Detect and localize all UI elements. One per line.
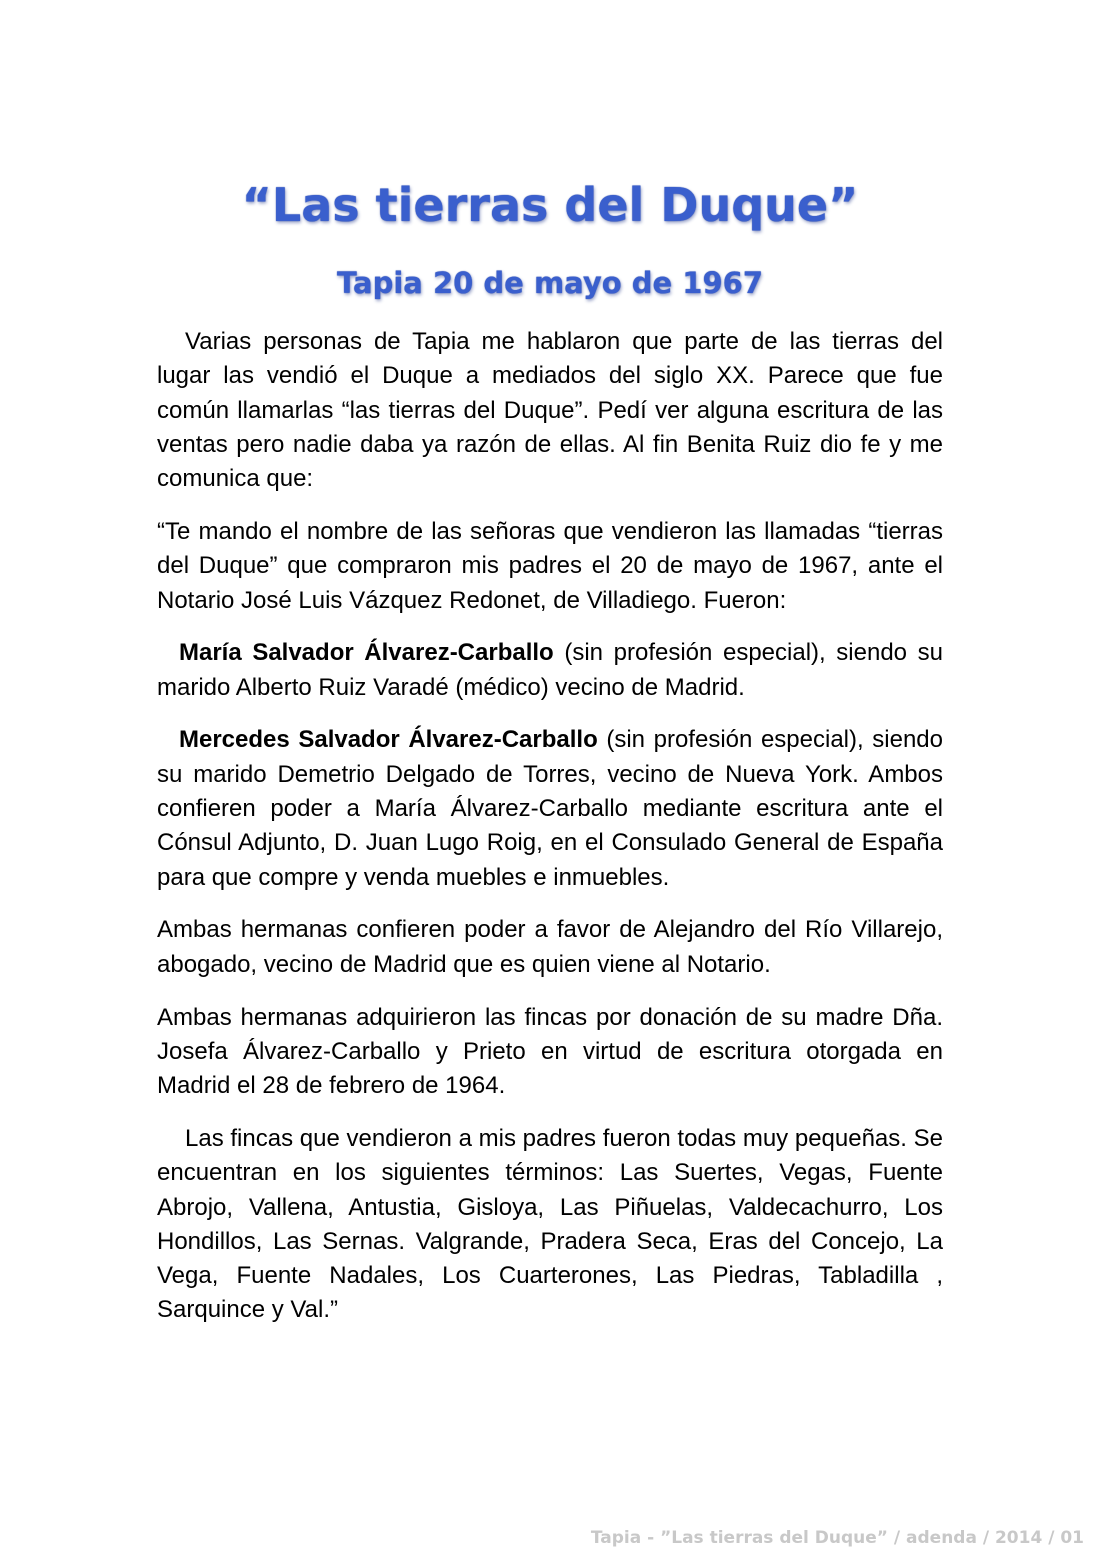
- paragraph-donacion: Ambas hermanas adquirieron las fincas por donación de su madre Dña. Josefa Álvarez-Carballo y Prieto en virtud de escritura otorgada en Madrid el 28 de febrero de 1964.: [157, 1003, 943, 1100]
- paragraph-poder: Ambas hermanas confieren poder a favor de Alejandro del Río Villarejo, abogado, vecino de Madrid que es quien viene al Notario.: [157, 916, 943, 978]
- paragraph-mercedes-text: (sin profesión especial), siendo su marido Demetrio Delgado de Torres, vecino de Nueva York. Ambos confieren poder a María Álvarez-Carballo mediante escritura ante el Cónsul Adjunto, D. Juan Lugo Roig, en el Consulado General de España para que compre y venda muebles e inmuebles.: [157, 726, 944, 891]
- document-body: [157, 325, 943, 1346]
- paragraph-letter-opening: “Te mando el nombre de las señoras que vendieron las llamadas “tierras del Duque” que compraron mis padres el 20 de mayo de 1967, ante el Notario José Luis Vázquez Redonet, de Villadiego. Fueron:: [157, 517, 943, 614]
- name-maria: María Salvador Álvarez-Carballo: [179, 639, 554, 667]
- paragraph-maria-text: (sin profesión especial), siendo su marido Alberto Ruiz Varadé (médico) vecino de Madrid.: [157, 639, 944, 701]
- page-footer: Tapia - ”Las tierras del Duque” / adenda / 2014 / 01: [590, 1528, 1084, 1548]
- paragraph-maria: [157, 636, 943, 705]
- paragraph-intro: Varias personas de Tapia me hablaron que parte de las tierras del lugar las vendió el Duque a mediados del siglo XX. Parece que fue común llamarlas “las tierras del Duque”. Pedí ver alguna escritura de las ventas pero nadie daba ya razón de ellas. Al fin Benita Ruiz dio fe y me comunica que:: [157, 328, 943, 493]
- page-title: “Las tierras del Duque”: [241, 178, 859, 232]
- page-subtitle: Tapia 20 de mayo de 1967: [336, 266, 763, 300]
- name-mercedes: Mercedes Salvador Álvarez-Carballo: [179, 726, 598, 754]
- paragraph-fincas: Las fincas que vendieron a mis padres fueron todas muy pequeñas. Se encuentran en los siguientes términos: Las Suertes, Vegas, Fuente Abrojo, Vallena, Antustia, Gisloya, Las Piñuelas, Valdecachurro, Los Hondillos, Las Sernas. Valgrande, Pradera Seca, Eras del Concejo, La Vega, Fuente Nadales, Los Cuarterones, Las Piedras, Tabladilla , Sarquince y Val.”: [157, 1124, 943, 1324]
- paragraph-mercedes: [157, 723, 943, 894]
